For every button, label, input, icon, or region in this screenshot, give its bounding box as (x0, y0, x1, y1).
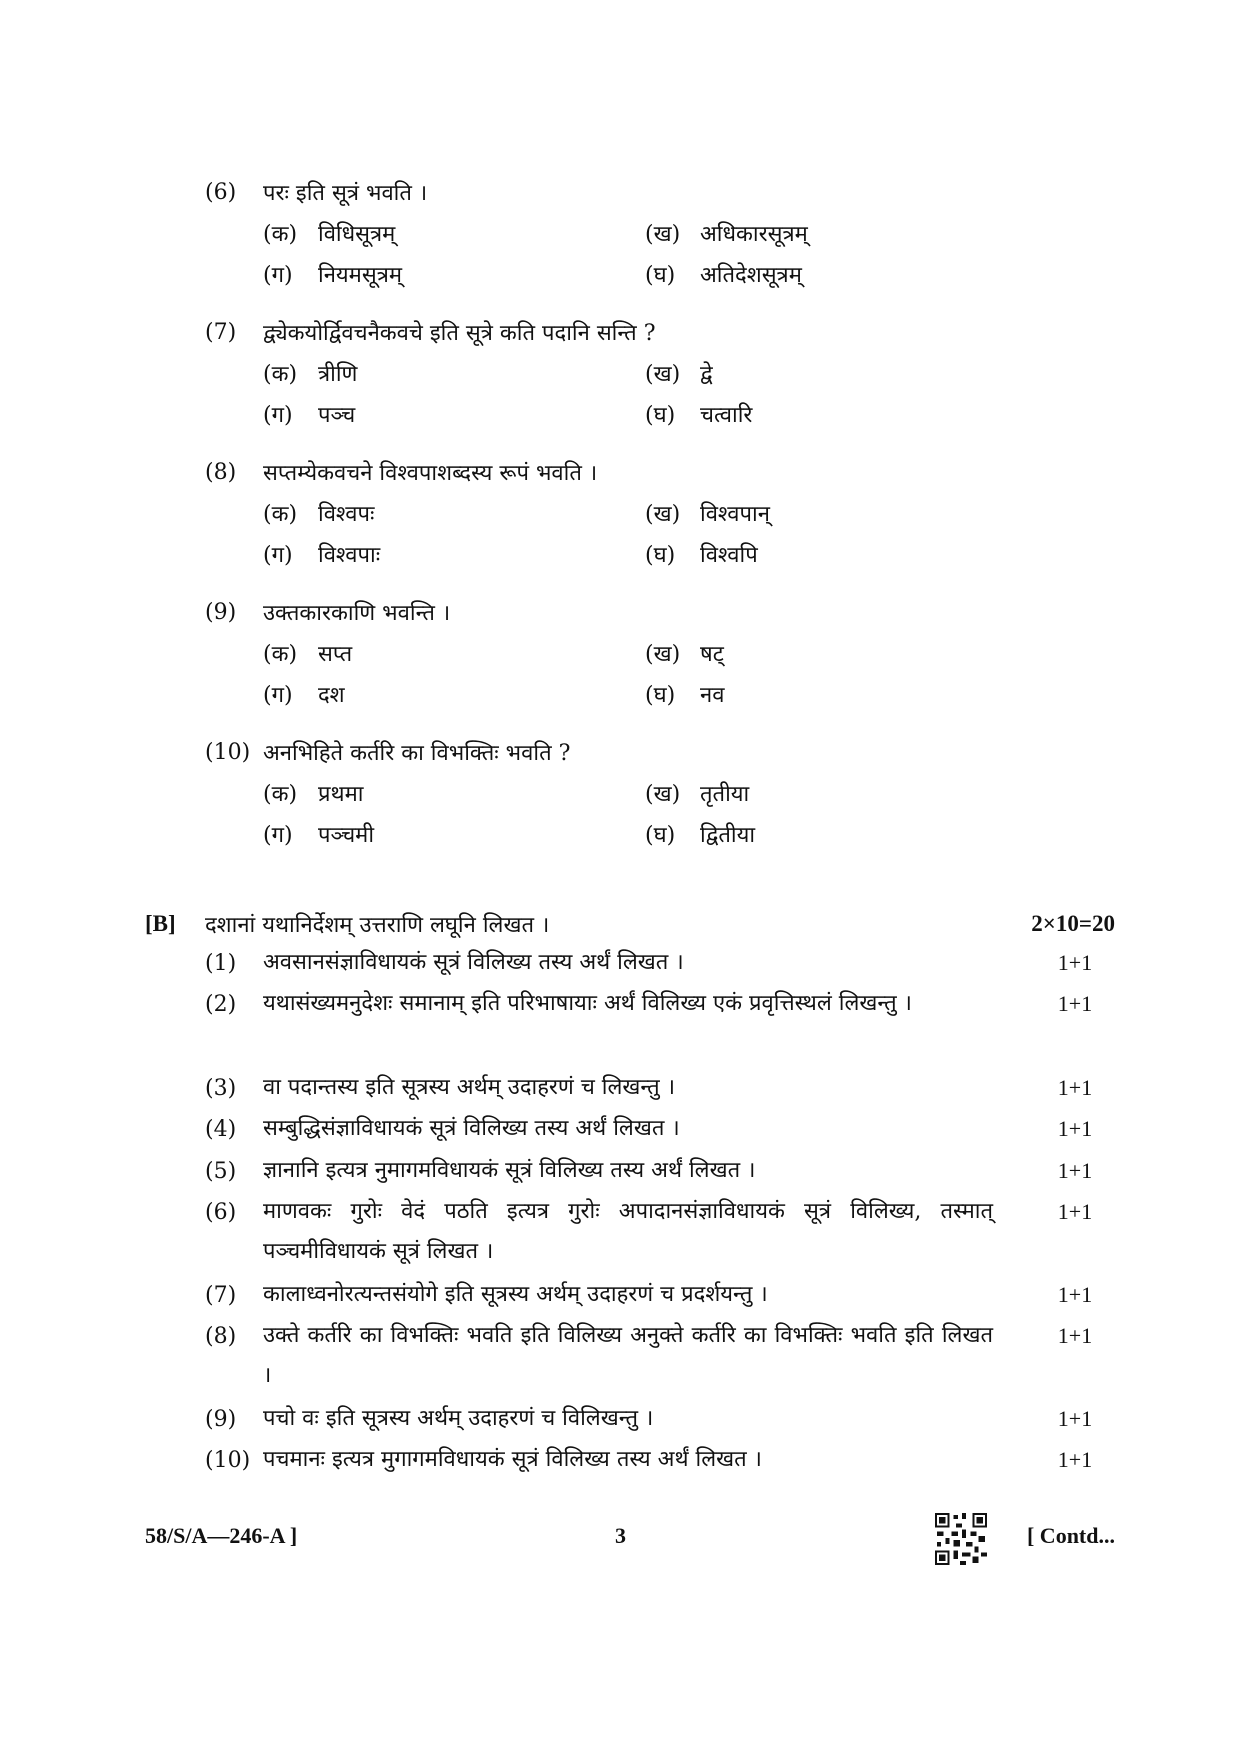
section-label: [B] (145, 911, 176, 936)
mcq-question-7 (205, 312, 1105, 434)
page-number: 3 (615, 1523, 626, 1548)
option-text: अतिदेशसूत्रम् (700, 262, 802, 288)
question-marks: 1+1 (1057, 1323, 1093, 1348)
question-marks: 1+1 (1057, 1447, 1093, 1472)
short-answer-question (205, 1068, 1115, 1108)
question-number: (8) (205, 459, 237, 485)
option-text: विश्वपि (700, 542, 758, 568)
question-text: माणवकः गुरोः वेदं पठति इत्यत्र गुरोः अपादानसंज्ञाविधायकं सूत्रं विलिख्य, तस्मात् पञ्चमीविधायकं सूत्रं लिखत । (263, 1199, 993, 1264)
option-label: (क) (263, 501, 298, 527)
question-number: (4) (205, 1116, 237, 1142)
short-answer-question (205, 1399, 1115, 1439)
option-label: (ग) (263, 542, 293, 568)
option-label: (ग) (263, 682, 293, 708)
short-answer-question (205, 1316, 1115, 1396)
question-text: सप्तम्येकवचने विश्वपाशब्दस्य रूपं भवति । (263, 461, 598, 486)
question-text: पचो वः इति सूत्रस्य अर्थम् उदाहरणं च विलिखन्तु । (263, 1406, 654, 1431)
option-text: विधिसूत्रम् (318, 221, 396, 247)
question-number: (3) (205, 1075, 237, 1101)
option-label: (ख) (645, 781, 681, 807)
question-text: वा पदान्तस्य इति सूत्रस्य अर्थम् उदाहरणं च लिखन्तु । (263, 1075, 676, 1100)
question-marks: 1+1 (1057, 950, 1093, 975)
option-label: (क) (263, 221, 298, 247)
question-marks: 1+1 (1057, 1116, 1093, 1141)
option-text: प्रथमा (318, 781, 364, 807)
question-number: (10) (205, 739, 251, 765)
option-label: (क) (263, 641, 298, 667)
question-number: (2) (205, 991, 237, 1017)
section-b-heading (145, 905, 1115, 943)
option-text: सप्त (318, 641, 353, 667)
option-label: (ग) (263, 262, 293, 288)
question-number: (9) (205, 1406, 237, 1432)
option-label: (घ) (645, 822, 676, 848)
option-label: (घ) (645, 542, 676, 568)
option-text: चत्वारि (700, 402, 753, 428)
mcq-question-6 (205, 172, 1105, 294)
option-text: त्रीणि (318, 361, 358, 387)
option-text: विश्वपः (318, 501, 375, 527)
option-text: षट् (700, 641, 724, 667)
option-text: विश्वपान् (700, 501, 770, 527)
question-marks: 1+1 (1057, 1406, 1093, 1431)
question-number: (5) (205, 1158, 237, 1184)
option-label: (क) (263, 361, 298, 387)
section-instruction: दशानां यथानिर्देशम् उत्तराणि लघूनि लिखत । (205, 913, 550, 938)
short-answer-question (205, 1440, 1115, 1480)
question-text: सम्बुद्धिसंज्ञाविधायकं सूत्रं विलिख्य तस्य अर्थं लिखत । (263, 1116, 680, 1141)
question-text: अनभिहिते कर्तरि का विभक्तिः भवति ? (263, 741, 571, 766)
option-text: नियमसूत्रम् (318, 262, 402, 288)
section-total-marks: 2×10=20 (1031, 911, 1115, 936)
question-marks: 1+1 (1057, 1199, 1093, 1224)
short-answer-question (205, 943, 1115, 983)
option-label: (घ) (645, 682, 676, 708)
question-text: अवसानसंज्ञाविधायकं सूत्रं विलिख्य तस्य अर्थं लिखत । (263, 950, 684, 975)
short-answer-question (205, 1151, 1115, 1191)
question-text: कालाध्वनोरत्यन्तसंयोगे इति सूत्रस्य अर्थम् उदाहरणं च प्रदर्शयन्तु । (263, 1282, 768, 1307)
question-text: द्व्येकयोर्द्विवचनैकवचे इति सूत्रे कति पदानि सन्ति ? (263, 321, 656, 346)
continued-label: [ Contd... (1026, 1523, 1115, 1548)
question-text: उक्तकारकाणि भवन्ति । (263, 601, 451, 626)
option-text: अधिकारसूत्रम् (700, 221, 808, 247)
option-text: पञ्च (318, 402, 356, 428)
option-label: (ग) (263, 822, 293, 848)
option-label: (ख) (645, 501, 681, 527)
question-number: (6) (205, 1199, 237, 1225)
option-text: द्वे (700, 361, 713, 387)
paper-code: 58/S/A—246-A ] (145, 1523, 298, 1548)
option-label: (क) (263, 781, 298, 807)
question-number: (9) (205, 599, 237, 625)
mcq-question-8 (205, 452, 1105, 574)
short-answer-question (205, 1192, 1115, 1272)
question-text: पचमानः इत्यत्र मुगागमविधायकं सूत्रं विलिख्य तस्य अर्थं लिखत । (263, 1447, 763, 1472)
option-text: दश (318, 682, 345, 708)
option-label: (ख) (645, 641, 681, 667)
question-number: (10) (205, 1447, 251, 1473)
question-number: (6) (205, 179, 237, 205)
question-text: परः इति सूत्रं भवति । (263, 181, 428, 206)
short-answer-question (205, 984, 1115, 1024)
question-number: (1) (205, 950, 237, 976)
mcq-question-9 (205, 592, 1105, 714)
question-marks: 1+1 (1057, 1282, 1093, 1307)
option-text: तृतीया (700, 781, 750, 807)
question-text: यथासंख्यमनुदेशः समानाम् इति परिभाषायाः अर्थं विलिख्य एकं प्रवृत्तिस्थलं लिखन्तु । (263, 991, 913, 1016)
option-label: (ख) (645, 221, 681, 247)
option-text: नव (700, 682, 725, 708)
short-answer-question (205, 1275, 1115, 1315)
question-marks: 1+1 (1057, 1158, 1093, 1183)
mcq-question-10 (205, 732, 1105, 854)
option-label: (घ) (645, 262, 676, 288)
question-number: (7) (205, 1282, 237, 1308)
option-label: (ग) (263, 402, 293, 428)
qr-code-icon (935, 1513, 987, 1565)
question-number: (8) (205, 1323, 237, 1349)
short-answer-question (205, 1109, 1115, 1149)
question-text: ज्ञानानि इत्यत्र नुमागमविधायकं सूत्रं विलिख्य तस्य अर्थं लिखत । (263, 1158, 756, 1183)
option-text: विश्वपाः (318, 542, 381, 568)
option-label: (ख) (645, 361, 681, 387)
option-label: (घ) (645, 402, 676, 428)
option-text: पञ्चमी (318, 822, 375, 848)
question-marks: 1+1 (1057, 991, 1093, 1016)
question-number: (7) (205, 319, 237, 345)
option-text: द्वितीया (700, 822, 756, 848)
question-text: उक्ते कर्तरि का विभक्तिः भवति इति विलिख्य अनुक्ते कर्तरि का विभक्तिः भवति इति लिखत । (263, 1323, 993, 1388)
question-marks: 1+1 (1057, 1075, 1093, 1100)
